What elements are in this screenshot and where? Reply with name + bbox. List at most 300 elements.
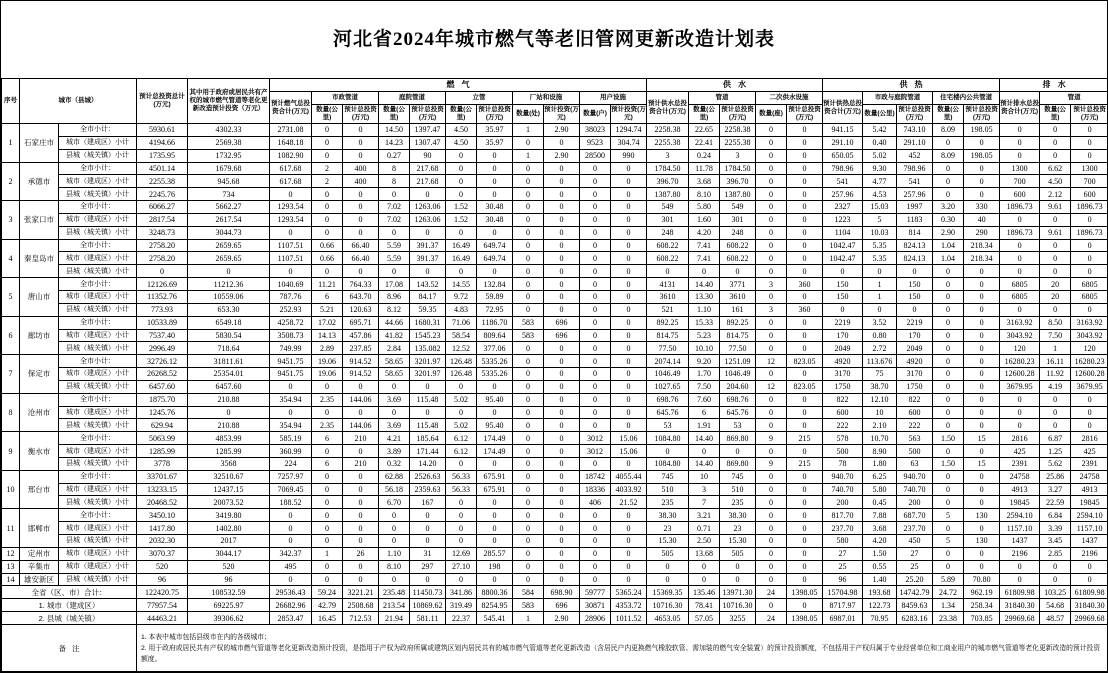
data-cell: 285.57: [477, 547, 513, 560]
data-cell: 95.40: [477, 393, 513, 406]
data-cell: 69225.97: [188, 599, 270, 612]
row-number: 2: [2, 162, 20, 201]
data-cell: 2359.63: [410, 483, 446, 496]
data-cell: 585.19: [270, 432, 312, 445]
data-cell: 20073.52: [188, 496, 270, 509]
data-cell: 0: [580, 355, 611, 368]
data-cell: 2.50: [689, 535, 720, 548]
data-cell: 20468.52: [137, 496, 188, 509]
data-cell: 8.10: [689, 188, 720, 201]
data-cell: 14.23: [379, 136, 410, 149]
data-cell: 0: [964, 406, 1000, 419]
row-type-label: 全市小计：: [59, 278, 137, 291]
col-header-water-pipe: 管道: [689, 92, 756, 105]
data-cell: 0: [477, 226, 513, 239]
data-cell: 198: [477, 560, 513, 573]
data-cell: 3.68: [863, 522, 897, 535]
data-cell: 4.20: [689, 226, 720, 239]
data-cell: 304.74: [611, 136, 647, 149]
data-cell: 4.19: [1040, 380, 1071, 393]
data-cell: 0: [270, 406, 312, 419]
data-cell: 0: [137, 265, 188, 278]
data-cell: 0: [513, 239, 544, 252]
data-cell: 0: [312, 136, 343, 149]
data-cell: 0: [1000, 213, 1040, 226]
section-header-water: 供水: [647, 79, 823, 92]
data-cell: 0: [933, 355, 964, 368]
col-header-inv: 预计投资(万元): [544, 105, 580, 124]
data-cell: 3679.95: [1071, 380, 1108, 393]
data-cell: 6.62: [1040, 162, 1071, 175]
data-cell: 0: [787, 496, 823, 509]
data-cell: 360: [787, 303, 823, 316]
data-cell: 0: [1071, 303, 1108, 316]
data-cell: 1750: [823, 380, 863, 393]
table-row: [2, 265, 1108, 278]
data-cell: 2.35: [312, 419, 343, 432]
data-cell: 1732.95: [188, 149, 270, 162]
data-cell: 773.93: [137, 303, 188, 316]
data-cell: 0: [689, 445, 720, 458]
data-cell: 0: [756, 573, 787, 586]
data-cell: 122420.75: [137, 586, 188, 599]
data-cell: 824.13: [897, 239, 933, 252]
row-number: 9: [2, 432, 20, 471]
data-cell: 0: [787, 342, 823, 355]
data-cell: 0: [544, 573, 580, 586]
data-cell: 135.46: [689, 586, 720, 599]
data-cell: 1398.05: [787, 586, 823, 599]
data-cell: 24758: [1071, 470, 1108, 483]
notes-row: [2, 625, 1108, 672]
data-cell: 0: [756, 470, 787, 483]
row-type-label: 县城（城关镇）小计: [59, 457, 137, 470]
data-cell: 0: [477, 535, 513, 548]
data-cell: 425: [1071, 445, 1108, 458]
data-cell: 0: [933, 445, 964, 458]
data-cell: 17.08: [379, 278, 410, 291]
data-cell: 0: [513, 380, 544, 393]
data-cell: 291.10: [897, 136, 933, 149]
row-number: 8: [2, 393, 20, 432]
data-cell: 0: [787, 522, 823, 535]
data-cell: 698.90: [544, 586, 580, 599]
data-cell: 0: [933, 265, 964, 278]
data-cell: 0: [312, 509, 343, 522]
data-cell: 798.96: [897, 162, 933, 175]
data-cell: 940.70: [823, 470, 863, 483]
data-cell: 1285.99: [137, 445, 188, 458]
data-cell: 0: [379, 406, 410, 419]
row-type-label: 城市（建成区）小计: [59, 547, 137, 560]
data-cell: 1186.70: [477, 316, 513, 329]
data-cell: 62.88: [379, 470, 410, 483]
data-cell: 0: [270, 265, 312, 278]
data-cell: 0: [933, 496, 964, 509]
total-row: [2, 612, 1108, 625]
data-cell: 3163.92: [1071, 316, 1108, 329]
data-cell: 0: [477, 522, 513, 535]
data-cell: 120.63: [343, 303, 379, 316]
data-cell: 26682.96: [270, 599, 312, 612]
data-cell: 0: [544, 445, 580, 458]
data-cell: 1: [312, 547, 343, 560]
row-number: 14: [2, 573, 20, 586]
data-cell: 210: [343, 432, 379, 445]
city-name: 张家口市: [20, 201, 59, 240]
data-cell: 150: [897, 278, 933, 291]
data-cell: 457.86: [343, 329, 379, 342]
data-cell: 0: [933, 329, 964, 342]
data-cell: 0: [270, 226, 312, 239]
data-cell: 0: [756, 368, 787, 381]
data-cell: 0: [756, 175, 787, 188]
data-cell: 0: [446, 509, 477, 522]
data-cell: 0: [1071, 560, 1108, 573]
data-cell: 1300: [1071, 162, 1108, 175]
data-cell: 0: [756, 522, 787, 535]
data-cell: 0: [343, 265, 379, 278]
data-cell: 0: [1071, 252, 1108, 265]
data-cell: 0: [611, 406, 647, 419]
row-type-label: 城市（建成区）小计: [59, 483, 137, 496]
row-type-label: 全市小计：: [59, 201, 137, 214]
data-cell: 0: [933, 522, 964, 535]
data-cell: 1084.80: [647, 457, 689, 470]
data-cell: 0: [647, 445, 689, 458]
data-cell: 66.40: [343, 252, 379, 265]
data-cell: 0.66: [312, 252, 343, 265]
data-cell: 0: [933, 278, 964, 291]
data-cell: 0: [343, 445, 379, 458]
data-cell: 0: [580, 213, 611, 226]
data-cell: 0: [964, 445, 1000, 458]
data-cell: 0: [513, 278, 544, 291]
data-cell: 520: [188, 560, 270, 573]
data-cell: 235: [720, 496, 756, 509]
data-cell: 11352.76: [137, 290, 188, 303]
data-cell: 115.48: [410, 393, 446, 406]
data-cell: 869.80: [720, 457, 756, 470]
data-cell: 608.22: [720, 252, 756, 265]
data-cell: 13.30: [689, 290, 720, 303]
data-cell: 10.03: [863, 226, 897, 239]
data-cell: 237.70: [823, 522, 863, 535]
data-cell: 0: [897, 303, 933, 316]
data-cell: 70.80: [964, 573, 1000, 586]
data-cell: 0: [446, 149, 477, 162]
data-cell: 0: [410, 522, 446, 535]
data-cell: 0: [756, 149, 787, 162]
data-cell: 2996.49: [137, 342, 188, 355]
data-cell: 17.02: [312, 316, 343, 329]
data-cell: 0: [611, 393, 647, 406]
data-cell: 0: [513, 290, 544, 303]
data-cell: 0: [379, 226, 410, 239]
data-cell: 23: [647, 522, 689, 535]
data-cell: 18742: [580, 470, 611, 483]
data-cell: 0: [611, 290, 647, 303]
data-cell: 0: [580, 239, 611, 252]
data-cell: 0: [964, 355, 1000, 368]
data-cell: 58.65: [379, 368, 410, 381]
data-cell: 63: [897, 457, 933, 470]
data-cell: 0: [343, 535, 379, 548]
data-cell: 0: [1071, 406, 1108, 419]
data-cell: 0: [343, 380, 379, 393]
data-cell: 3012: [580, 432, 611, 445]
data-cell: 0: [756, 599, 787, 612]
data-cell: 0: [270, 522, 312, 535]
data-cell: 0: [964, 316, 1000, 329]
data-cell: 0: [580, 316, 611, 329]
data-cell: 0: [964, 265, 1000, 278]
data-cell: 0: [787, 329, 823, 342]
data-cell: 7.50: [1040, 329, 1071, 342]
city-name: 唐山市: [20, 278, 59, 317]
data-cell: 745: [720, 470, 756, 483]
table-row: [2, 547, 1108, 560]
data-cell: 0: [379, 380, 410, 393]
data-cell: 44463.21: [137, 612, 188, 625]
data-cell: 814: [897, 226, 933, 239]
data-cell: 5.80: [689, 201, 720, 214]
row-number: 6: [2, 316, 20, 355]
table-header: [2, 79, 1108, 124]
data-cell: 1300: [1000, 162, 1040, 175]
data-cell: 0: [343, 496, 379, 509]
data-cell: 14.13: [312, 329, 343, 342]
data-cell: 391.37: [410, 252, 446, 265]
total-label: 1. 城市（建成区）: [2, 599, 137, 612]
data-cell: 2.84: [379, 342, 410, 355]
data-cell: 4.53: [863, 188, 897, 201]
row-type-label: 城市（建成区）小计: [59, 252, 137, 265]
data-cell: 0: [787, 265, 823, 278]
data-cell: 0: [787, 226, 823, 239]
data-cell: 2594.10: [1071, 509, 1108, 522]
data-cell: 13971.30: [720, 586, 756, 599]
data-cell: 24: [756, 612, 787, 625]
data-cell: 78.41: [689, 599, 720, 612]
row-type-label: 全市小计：: [59, 124, 137, 137]
page-title: 河北省2024年城市燃气等老旧管网更新改造计划表: [332, 28, 775, 50]
data-cell: 16280.23: [1000, 355, 1040, 368]
data-cell: 0: [446, 380, 477, 393]
row-type-label: 县城（城关镇）小计: [59, 342, 137, 355]
data-cell: 2049: [823, 342, 863, 355]
data-cell: 2: [312, 175, 343, 188]
data-cell: 16.49: [446, 252, 477, 265]
data-cell: 2.90: [544, 124, 580, 137]
data-cell: 0: [611, 252, 647, 265]
data-cell: 0: [787, 290, 823, 303]
total-row: [2, 599, 1108, 612]
data-cell: 0: [611, 239, 647, 252]
data-cell: 1545.23: [410, 329, 446, 342]
data-cell: 5.35: [863, 239, 897, 252]
data-cell: 7069.45: [270, 483, 312, 496]
data-cell: 0: [580, 342, 611, 355]
data-cell: 3163.92: [1000, 316, 1040, 329]
data-cell: 1680.31: [410, 316, 446, 329]
data-cell: 0: [787, 547, 823, 560]
data-cell: 0: [933, 303, 964, 316]
data-cell: 0: [787, 560, 823, 573]
data-cell: 96: [188, 573, 270, 586]
data-cell: 0: [1071, 265, 1108, 278]
col-header-gas-total: 预计燃气总投资合计(万元): [270, 92, 312, 124]
data-cell: 217.68: [410, 175, 446, 188]
total-row: [2, 586, 1108, 599]
data-cell: 14.55: [446, 278, 477, 291]
data-cell: 505: [720, 547, 756, 560]
data-cell: 0: [580, 201, 611, 214]
table-row: [2, 496, 1108, 509]
col-header-inv-total: 预计总投资(万元): [964, 105, 1000, 124]
data-cell: 0: [544, 457, 580, 470]
row-type-label: 城市（建成区）小计: [59, 329, 137, 342]
data-cell: 0: [756, 342, 787, 355]
data-cell: 0: [513, 188, 544, 201]
data-cell: 0: [513, 496, 544, 509]
data-cell: 4302.33: [188, 124, 270, 137]
data-cell: 0: [787, 124, 823, 137]
data-cell: 0: [270, 535, 312, 548]
data-cell: 0: [1071, 573, 1108, 586]
data-cell: 0.80: [863, 329, 897, 342]
data-cell: 1437: [1000, 535, 1040, 548]
data-cell: 941.15: [823, 124, 863, 137]
data-cell: 30.48: [477, 213, 513, 226]
data-cell: 823.05: [787, 380, 823, 393]
data-cell: 0: [544, 535, 580, 548]
data-cell: 0: [787, 419, 823, 432]
data-cell: 1042.47: [823, 239, 863, 252]
data-cell: 0: [787, 368, 823, 381]
data-cell: 495: [270, 560, 312, 573]
data-cell: 1011.52: [611, 612, 647, 625]
data-cell: 2508.68: [343, 599, 379, 612]
city-name: 石家庄市: [20, 124, 59, 163]
data-cell: 2255.38: [137, 175, 188, 188]
data-cell: 0: [964, 496, 1000, 509]
table-row: [2, 522, 1108, 535]
data-cell: 71.06: [446, 316, 477, 329]
data-cell: 161: [720, 303, 756, 316]
data-cell: 740.70: [823, 483, 863, 496]
data-cell: 235: [647, 496, 689, 509]
data-cell: 2569.38: [188, 136, 270, 149]
data-cell: 400: [343, 162, 379, 175]
data-cell: 505: [647, 547, 689, 560]
data-cell: 15: [964, 432, 1000, 445]
data-cell: 0: [379, 188, 410, 201]
data-cell: 1.52: [446, 201, 477, 214]
row-type-label: 县城（城关镇）小计: [59, 573, 137, 586]
table-row: [2, 226, 1108, 239]
data-cell: 5.35: [863, 252, 897, 265]
table-row: [2, 188, 1108, 201]
data-cell: 563: [897, 432, 933, 445]
data-cell: 18336: [580, 483, 611, 496]
data-cell: 0: [1000, 239, 1040, 252]
data-cell: 188.52: [270, 496, 312, 509]
data-cell: 185.64: [410, 432, 446, 445]
data-cell: 0: [580, 509, 611, 522]
data-cell: 257.96: [823, 188, 863, 201]
data-cell: 0: [964, 290, 1000, 303]
table-row: [2, 329, 1108, 342]
data-cell: 0: [933, 393, 964, 406]
data-cell: 0: [410, 265, 446, 278]
data-cell: 0: [312, 573, 343, 586]
data-cell: 0: [611, 213, 647, 226]
data-cell: 6805: [1071, 278, 1108, 291]
data-cell: 2219: [823, 316, 863, 329]
data-cell: 1.10: [689, 303, 720, 316]
data-cell: 10: [689, 470, 720, 483]
data-cell: 583: [513, 599, 544, 612]
data-cell: 0: [756, 213, 787, 226]
data-cell: 5335.26: [477, 355, 513, 368]
data-cell: 0: [611, 419, 647, 432]
data-cell: 0: [933, 342, 964, 355]
data-cell: 0: [513, 342, 544, 355]
data-cell: 822: [897, 393, 933, 406]
data-cell: 1417.80: [137, 522, 188, 535]
data-cell: 0: [513, 509, 544, 522]
data-cell: 914.52: [343, 368, 379, 381]
data-cell: 749.99: [270, 342, 312, 355]
data-cell: 0: [964, 342, 1000, 355]
data-cell: 150: [823, 290, 863, 303]
data-cell: 2255.38: [647, 136, 689, 149]
data-cell: 297: [410, 560, 446, 573]
data-cell: 6066.27: [137, 201, 188, 214]
data-cell: 26: [343, 547, 379, 560]
data-cell: 22.65: [689, 124, 720, 137]
data-cell: 15.30: [647, 535, 689, 548]
data-cell: 15.33: [689, 316, 720, 329]
city-name: 雄安新区: [20, 573, 59, 586]
data-cell: 6549.18: [188, 316, 270, 329]
data-cell: 0: [964, 278, 1000, 291]
data-cell: 24: [756, 586, 787, 599]
data-cell: 2258.38: [647, 124, 689, 137]
data-cell: 1: [513, 124, 544, 137]
data-cell: 248: [720, 226, 756, 239]
data-cell: 0: [1071, 419, 1108, 432]
data-cell: 21.52: [611, 496, 647, 509]
col-header-qty-km: 数量(公里): [689, 105, 720, 124]
data-cell: 22.37: [446, 612, 477, 625]
data-cell: 0: [580, 547, 611, 560]
data-cell: 1784.50: [720, 162, 756, 175]
data-cell: 0: [611, 201, 647, 214]
data-cell: 0: [343, 470, 379, 483]
data-cell: 0: [477, 162, 513, 175]
data-cell: 0: [787, 535, 823, 548]
data-cell: 0: [544, 522, 580, 535]
data-cell: 2074.14: [647, 355, 689, 368]
data-cell: 0: [580, 419, 611, 432]
data-cell: 1735.95: [137, 149, 188, 162]
data-cell: 170: [897, 329, 933, 342]
data-cell: 0: [787, 136, 823, 149]
data-cell: 0: [544, 560, 580, 573]
data-cell: 135.082: [410, 342, 446, 355]
